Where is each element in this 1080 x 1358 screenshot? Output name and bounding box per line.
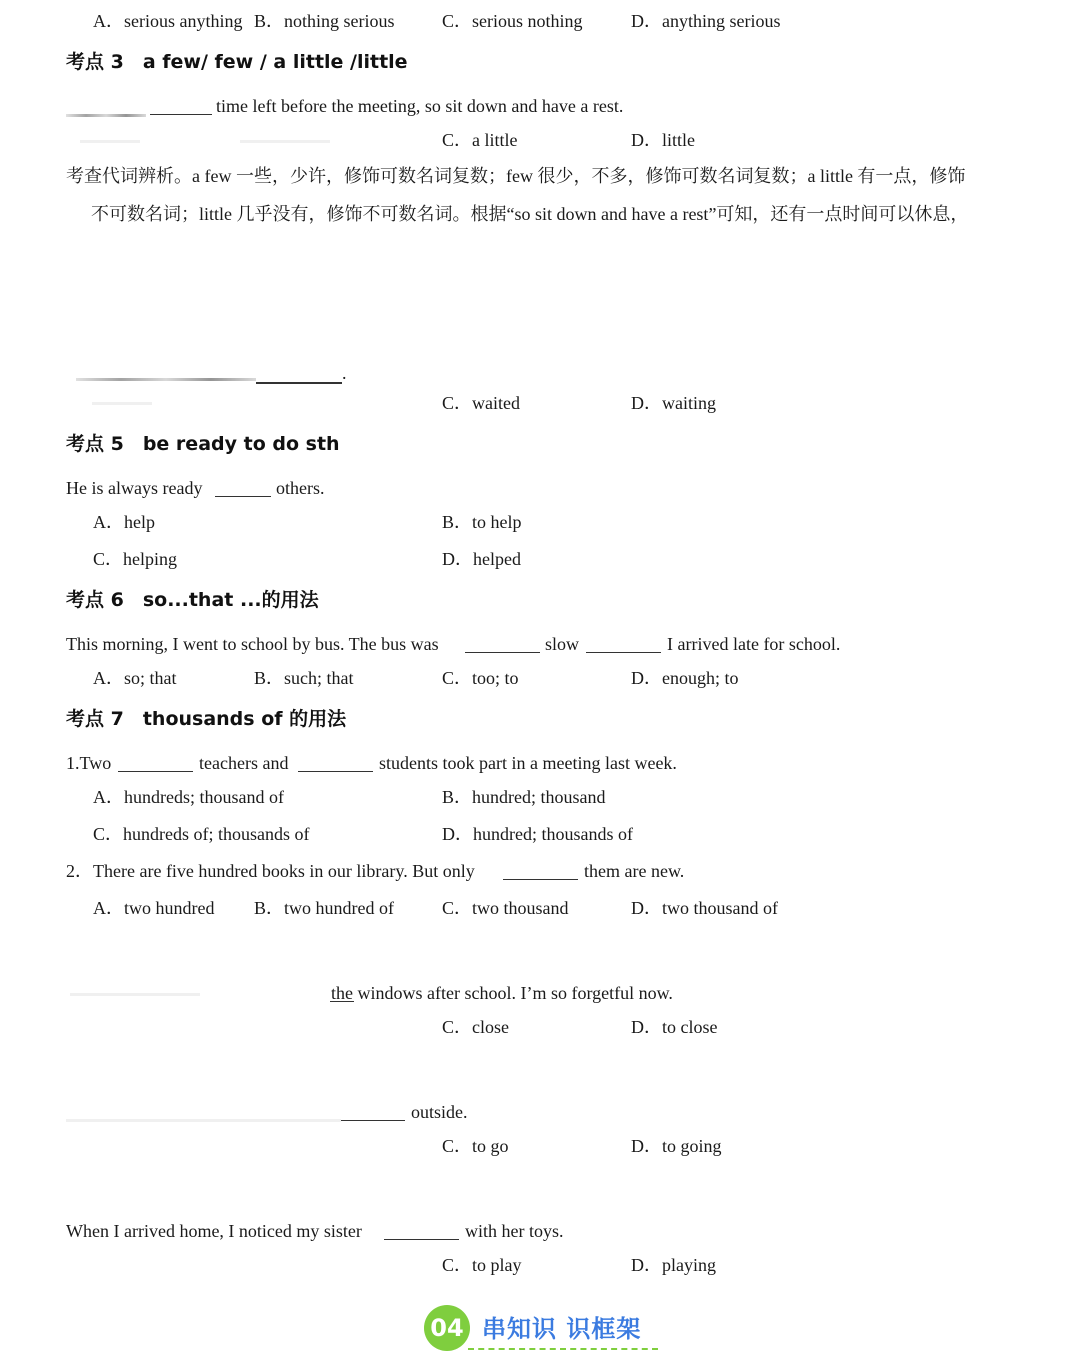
question-stem-part: slow	[545, 634, 580, 654]
explanation-line-2: 不可数名词；little 几乎没有，修饰不可数名词。根据“so sit down and have a rest”可知，还有一点时间可以休息，	[91, 204, 969, 224]
redacted-text	[70, 993, 200, 996]
question-stem-part: them are new.	[584, 861, 685, 881]
option-a: A．serious anything	[93, 11, 243, 31]
question-stem-part: 2．There are five hundred books in our library. But only	[66, 861, 475, 881]
answer-blank	[341, 1104, 405, 1121]
answer-blank	[503, 863, 578, 880]
option-d: D．to going	[631, 1136, 722, 1156]
section-banner-title: 串知识 识框架	[482, 1315, 642, 1343]
option-d: D．hundred; thousands of	[442, 824, 633, 844]
answer-blank	[150, 98, 212, 115]
option-d: D．anything serious	[631, 11, 781, 31]
option-d: D．little	[631, 130, 695, 150]
option-c: C．two thousand	[442, 898, 569, 918]
question-stem-part: with her toys.	[465, 1221, 564, 1241]
option-a: A．help	[93, 512, 155, 532]
option-b: B．two hundred of	[254, 898, 394, 918]
option-d: D．enough; to	[631, 668, 739, 688]
redacted-text	[66, 1119, 341, 1122]
answer-blank	[298, 755, 373, 772]
section-heading-6: 考点 6 so...that ...的用法	[66, 589, 319, 611]
option-b: B．hundred; thousand	[442, 787, 606, 807]
option-c: C．to play	[442, 1255, 522, 1275]
option-d: D．two thousand of	[631, 898, 778, 918]
answer-blank	[215, 480, 271, 497]
option-b: B．nothing serious	[254, 11, 395, 31]
option-a: A．two hundred	[93, 898, 215, 918]
option-c: C．a little	[442, 130, 518, 150]
option-c: C．close	[442, 1017, 509, 1037]
question-stem: time left before the meeting, so sit down and have a rest.	[216, 96, 624, 116]
redacted-text	[92, 402, 152, 405]
section-heading-7: 考点 7 thousands of 的用法	[66, 708, 347, 730]
section-heading-5: 考点 5 be ready to do sth	[66, 433, 340, 455]
option-c: C．waited	[442, 393, 520, 413]
question-stem-part: I arrived late for school.	[667, 634, 841, 654]
answer-blank	[384, 1223, 459, 1240]
option-a: A．so; that	[93, 668, 177, 688]
sentence-period: .	[342, 363, 347, 383]
option-d: D．waiting	[631, 393, 716, 413]
option-c: C．hundreds of; thousands of	[93, 824, 310, 844]
answer-blank	[465, 636, 540, 653]
option-a: A．hundreds; thousand of	[93, 787, 284, 807]
option-b: B．such; that	[254, 668, 354, 688]
section-heading-3: 考点 3 a few/ few / a little /little	[66, 51, 408, 73]
banner-underline	[468, 1348, 658, 1350]
option-c: C．to go	[442, 1136, 509, 1156]
question-stem-part: When I arrived home, I noticed my sister	[66, 1221, 362, 1241]
answer-blank	[256, 366, 342, 384]
answer-blank	[118, 755, 193, 772]
question-stem: the windows after school. I’m so forgetful now.	[331, 983, 673, 1003]
redacted-text	[80, 140, 140, 143]
question-stem: outside.	[411, 1102, 468, 1122]
option-b: B．to help	[442, 512, 522, 532]
explanation-line-1: 考查代词辨析。a few 一些，少许，修饰可数名词复数；few 很少，不多，修饰可数名词复数；a little 有一点，修饰	[66, 166, 966, 186]
section-number-badge: 04	[424, 1305, 470, 1351]
question-stem-part: students took part in a meeting last week.	[379, 753, 677, 773]
option-c: C．too; to	[442, 668, 519, 688]
redacted-text	[76, 378, 256, 381]
question-stem-part: He is always ready	[66, 478, 203, 498]
option-c: C．helping	[93, 549, 177, 569]
question-stem-part: others.	[276, 478, 325, 498]
redacted-text	[240, 140, 330, 143]
answer-blank	[586, 636, 661, 653]
question-stem-part: 1.Two	[66, 753, 112, 773]
option-d: D．helped	[442, 549, 521, 569]
question-stem-part: teachers and	[199, 753, 289, 773]
redacted-text	[66, 114, 146, 117]
section-banner	[424, 1303, 664, 1353]
option-c: C．serious nothing	[442, 11, 583, 31]
question-stem-part: This morning, I went to school by bus. The bus was	[66, 634, 439, 654]
option-d: D．to close	[631, 1017, 718, 1037]
option-d: D．playing	[631, 1255, 716, 1275]
